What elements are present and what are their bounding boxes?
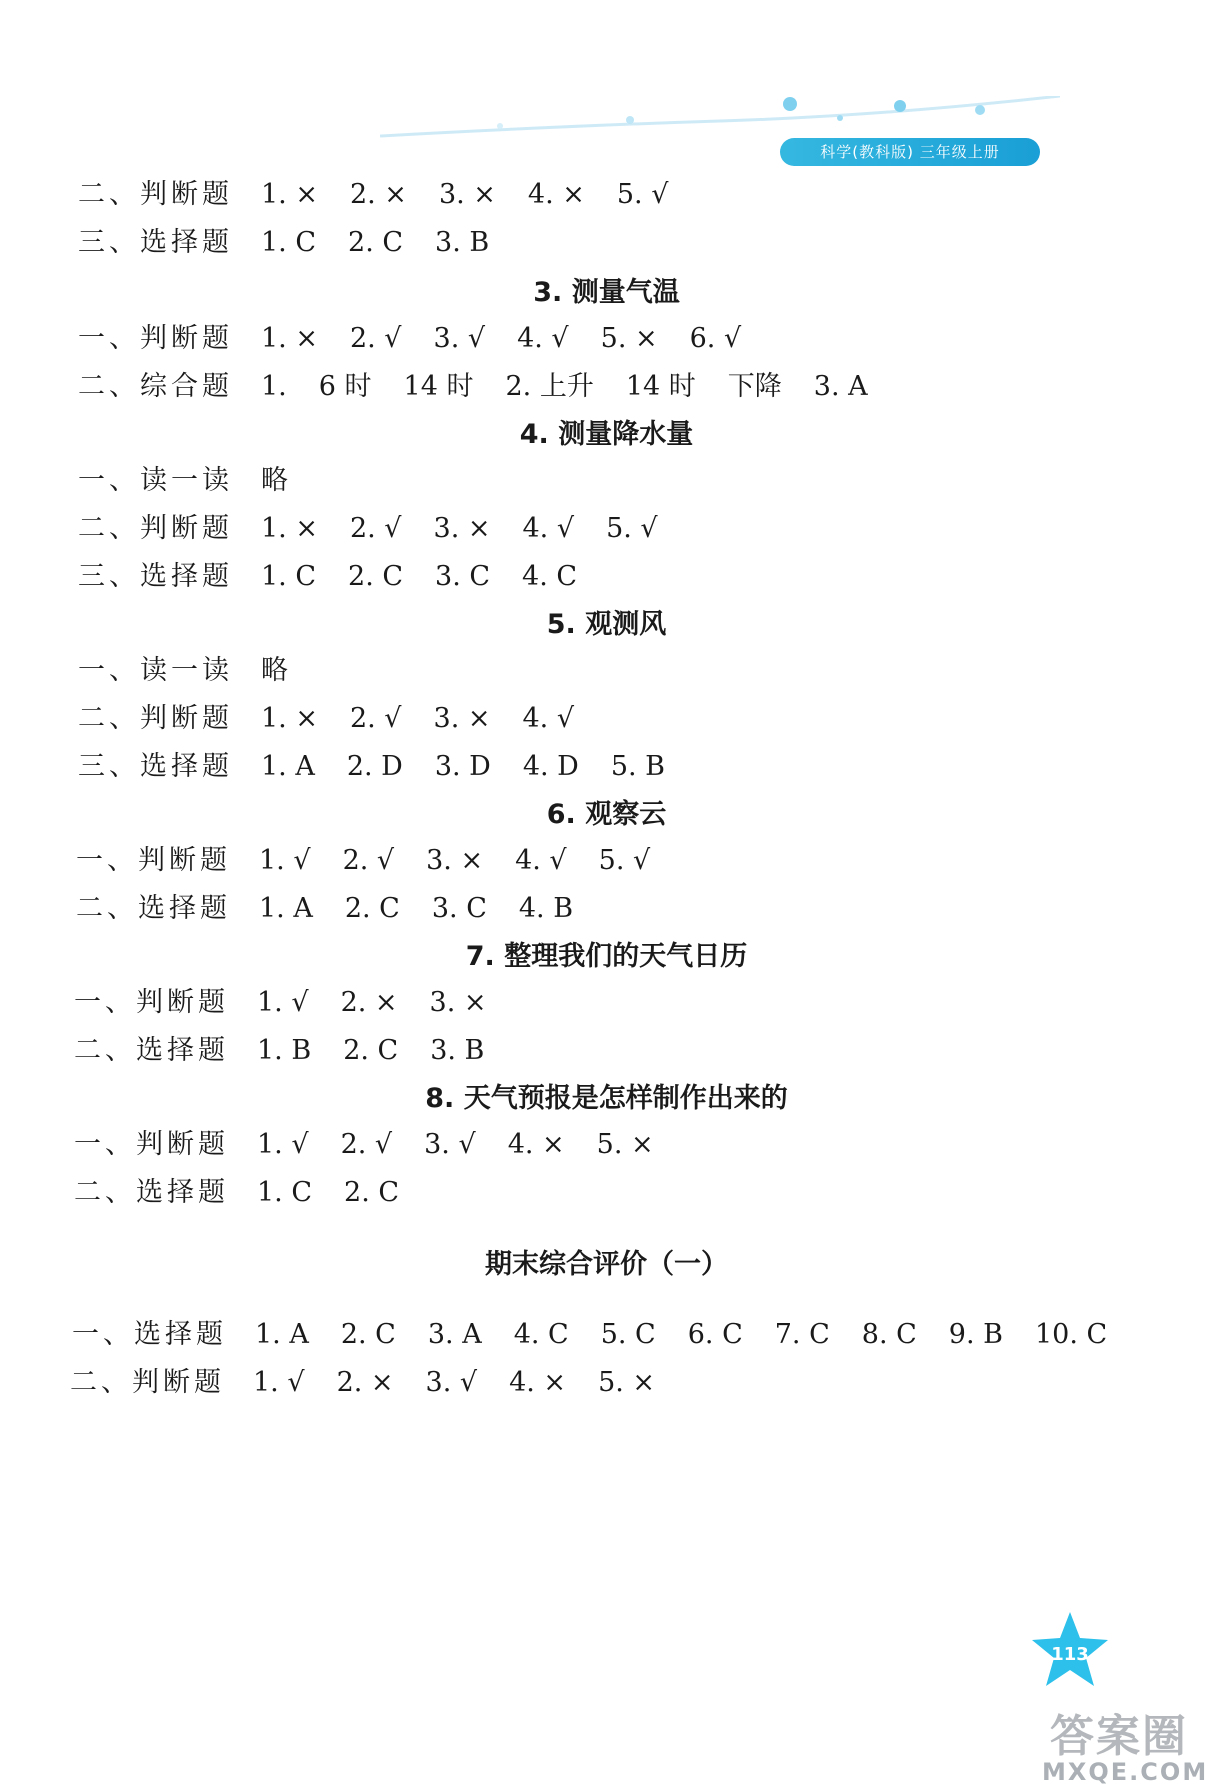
answer-row [70, 1366, 687, 1400]
watermark [1020, 1700, 1210, 1792]
section-title: 6. 观察云 [546, 799, 667, 830]
answer-item: 5. √ [616, 179, 669, 210]
book-label-badge: 科学(教科版) 三年级上册 [780, 138, 1040, 166]
question-type-label: 二、选择题 [74, 1035, 229, 1066]
answer-item: 4. √ [515, 845, 567, 876]
answer-item: 3. × [433, 513, 491, 544]
answer-row [78, 750, 697, 784]
answer-item: 6. √ [689, 323, 742, 354]
answer-item: 14 时 [403, 371, 474, 402]
answer-item: 3. B [435, 227, 490, 258]
answer-item: 4. × [507, 1129, 565, 1160]
answer-item: 5. × [596, 1129, 654, 1160]
answer-item: 3. B [430, 1035, 485, 1066]
answer-item: 2. C [344, 893, 400, 924]
answer-item: 3. A [427, 1319, 482, 1350]
watermark-main: 答案圈 [1050, 1711, 1188, 1762]
answer-item: 5. √ [598, 845, 651, 876]
answer-item: 3. D [434, 751, 491, 782]
answer-item: 4. × [509, 1367, 567, 1398]
answer-item: 3. A [813, 371, 868, 402]
answer-item: 2. C [343, 1035, 399, 1066]
answer-item: 下降 [727, 371, 782, 402]
question-type-label: 二、选择题 [76, 893, 231, 924]
question-type-label: 一、判断题 [76, 845, 231, 876]
question-type-label: 二、判断题 [78, 703, 233, 734]
page-number: 113 [1051, 1644, 1089, 1665]
answer-row [78, 226, 521, 260]
answer-item: 3. × [429, 987, 487, 1018]
answer-row [74, 986, 519, 1020]
answer-row [78, 654, 320, 688]
answer-row [74, 1176, 431, 1210]
answer-row [78, 560, 609, 594]
answer-item: 2. D [346, 751, 403, 782]
answer-row [78, 464, 320, 498]
answer-item: 1. A [259, 893, 313, 924]
question-type-label: 二、判断题 [78, 179, 233, 210]
answer-item: 5. √ [606, 513, 658, 544]
answer-item: 3. × [426, 845, 484, 876]
answer-item: 2. C [340, 1319, 396, 1350]
answer-item: 2. √ [349, 323, 402, 354]
answer-item: 2. √ [342, 845, 395, 876]
watermark-sub: MXQE.COM [1042, 1758, 1209, 1786]
answer-item: 3. × [433, 703, 491, 734]
section-title: 5. 观测风 [546, 609, 667, 640]
answer-row [74, 1034, 516, 1068]
question-type-label: 三、选择题 [78, 561, 233, 592]
page-number-star-icon [1030, 1610, 1110, 1690]
answer-item: 3. × [438, 179, 496, 210]
answer-item: 2. √ [340, 1129, 393, 1160]
answer-item: 4. C [522, 561, 578, 592]
answer-item: 1. × [261, 179, 318, 210]
answer-item: 2. √ [349, 513, 402, 544]
answer-item: 1. × [261, 323, 318, 354]
answer-item: 1. C [261, 561, 317, 592]
answer-item: 1. √ [253, 1367, 305, 1398]
question-type-label: 一、选择题 [72, 1319, 227, 1350]
answer-row [76, 892, 605, 926]
question-type-label: 一、判断题 [78, 323, 233, 354]
answer-item: 4. √ [522, 513, 575, 544]
answer-item: 10. C [1034, 1319, 1108, 1350]
answer-item: 1. A [261, 751, 315, 782]
answer-item: 1. √ [259, 845, 311, 876]
question-type-label: 三、选择题 [78, 227, 233, 258]
answer-item: 2. × [336, 1367, 394, 1398]
answer-item: 略 [261, 655, 288, 686]
answer-item: 1. √ [257, 987, 309, 1018]
answer-item: 5. B [610, 751, 666, 782]
answer-row [74, 1128, 686, 1162]
answer-item: 14 时 [625, 371, 696, 402]
answer-row [78, 370, 900, 404]
question-type-label: 一、判断题 [74, 987, 229, 1018]
answer-row [72, 1318, 1139, 1352]
answer-row [78, 322, 773, 356]
question-type-label: 二、判断题 [78, 513, 233, 544]
answer-item: 8. C [861, 1319, 917, 1350]
answer-item: 3. C [431, 893, 487, 924]
question-type-label: 三、选择题 [78, 751, 233, 782]
answer-item: 4. C [513, 1319, 569, 1350]
answer-item: 6 时 [318, 371, 372, 402]
answer-row [78, 178, 700, 212]
answer-item: 2. × [340, 987, 398, 1018]
answer-row [78, 702, 606, 736]
answer-item: 5. × [600, 323, 658, 354]
answer-item: 1. × [261, 513, 318, 544]
question-type-label: 二、选择题 [74, 1177, 229, 1208]
answer-item: 1. [261, 371, 287, 402]
answer-item: 2. C [344, 1177, 400, 1208]
answer-item: 4. D [522, 751, 579, 782]
section-title: 7. 整理我们的天气日历 [465, 941, 748, 972]
question-type-label: 一、读一读 [78, 465, 233, 496]
answer-item: 2. C [348, 561, 404, 592]
answer-item: 2. √ [349, 703, 402, 734]
section-title: 期末综合评价（一） [485, 1249, 728, 1280]
answer-item: 4. √ [522, 703, 575, 734]
answer-item: 4. B [518, 893, 574, 924]
answer-item: 3. C [435, 561, 491, 592]
answer-item: 3. √ [425, 1367, 478, 1398]
answer-row [78, 512, 690, 546]
question-type-label: 一、判断题 [74, 1129, 229, 1160]
answer-item: 2. × [349, 179, 407, 210]
answer-item: 6. C [687, 1319, 743, 1350]
answer-item: 1. A [255, 1319, 309, 1350]
answer-item: 4. × [527, 179, 585, 210]
question-type-label: 一、读一读 [78, 655, 233, 686]
answer-item: 3. √ [433, 323, 486, 354]
answer-item: 9. B [948, 1319, 1003, 1350]
question-type-label: 二、判断题 [70, 1367, 225, 1398]
answer-item: 2. 上升 [505, 371, 594, 402]
answer-item: 1. C [261, 227, 317, 258]
answer-item: 5. × [598, 1367, 656, 1398]
answer-item: 1. √ [257, 1129, 309, 1160]
section-title: 4. 测量降水量 [519, 419, 694, 450]
answer-item: 3. √ [424, 1129, 476, 1160]
answer-item: 略 [261, 465, 288, 496]
answer-item: 4. √ [517, 323, 569, 354]
question-type-label: 二、综合题 [78, 371, 233, 402]
answer-item: 5. C [600, 1319, 656, 1350]
answer-item: 2. C [348, 227, 404, 258]
answer-item: 7. C [774, 1319, 830, 1350]
answer-item: 1. × [261, 703, 318, 734]
answer-item: 1. C [257, 1177, 313, 1208]
section-title: 8. 天气预报是怎样制作出来的 [425, 1083, 788, 1114]
section-title: 3. 测量气温 [533, 277, 680, 308]
answer-item: 1. B [257, 1035, 312, 1066]
answer-row [76, 844, 682, 878]
